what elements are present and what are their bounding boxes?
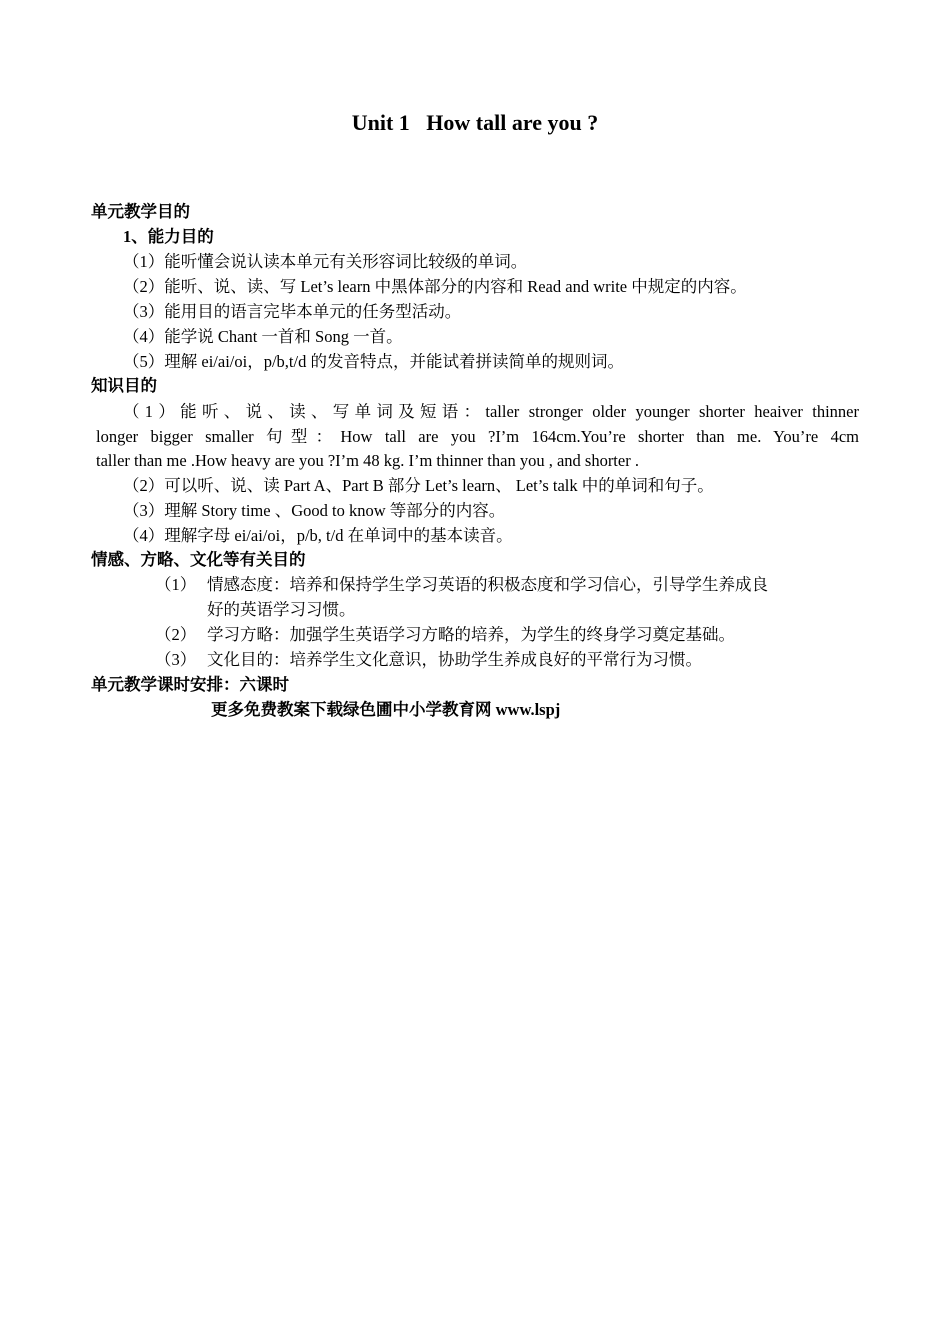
emotion-item-number: （3） <box>155 650 197 669</box>
document-title: Unit 1 How tall are you ? <box>351 110 599 135</box>
ability-item: （5）理解 ei/ai/oi，p/b,t/d 的发音特点，并能试着拼读简单的规则词。 <box>123 352 624 371</box>
knowledge-item-line: taller than me .How heavy are you ?I’m 48 kg. I’m thinner than you , and shorter . <box>96 451 639 470</box>
knowledge-heading: 知识目的 <box>91 376 157 395</box>
knowledge-item: （2）可以听、说、读 Part A、Part B 部分 Let’s learn、 Let’s talk 中的单词和句子。 <box>123 476 714 495</box>
ability-heading: 1、能力目的 <box>123 227 214 246</box>
emotion-item-number: （2） <box>155 625 197 644</box>
ability-item: （4）能学说 Chant 一首和 Song 一首。 <box>123 327 403 346</box>
emotion-item-number: （1） <box>155 575 197 594</box>
knowledge-item-line: （1）能听、说、读、写单词及短语：taller stronger older younger shorter heaiver thinner <box>123 402 859 421</box>
emotion-heading: 情感、方略、文化等有关目的 <box>91 550 306 569</box>
emotion-item-text: 情感态度：培养和保持学生学习英语的积极态度和学习信心，引导学生养成良 <box>207 575 768 594</box>
emotion-item-text: 好的英语学习习惯。 <box>207 600 356 619</box>
footer-link-text: 更多免费教案下载绿色圃中小学教育网 www.lspj <box>211 700 561 719</box>
ability-item: （3）能用目的语言完毕本单元的任务型活动。 <box>123 302 462 321</box>
unit-goals-heading: 单元教学目的 <box>91 202 190 221</box>
knowledge-item: （3）理解 Story time 、Good to know 等部分的内容。 <box>123 501 506 520</box>
emotion-item-text: 文化目的：培养学生文化意识，协助学生养成良好的平常行为习惯。 <box>207 650 702 669</box>
schedule-heading: 单元教学课时安排：六课时 <box>91 675 289 694</box>
knowledge-item-line: longer bigger smaller 句型：How tall are you ?I’m 164cm.You’re shorter than me. You’re 4cm <box>96 427 859 446</box>
knowledge-item: （4）理解字母 ei/ai/oi，p/b, t/d 在单词中的基本读音。 <box>123 526 513 545</box>
ability-item: （1）能听懂会说认读本单元有关形容词比较级的单词。 <box>123 252 528 271</box>
ability-item: （2）能听、说、读、写 Let’s learn 中黑体部分的内容和 Read and write 中规定的内容。 <box>123 277 747 296</box>
emotion-item-text: 学习方略：加强学生英语学习方略的培养，为学生的终身学习奠定基础。 <box>207 625 735 644</box>
